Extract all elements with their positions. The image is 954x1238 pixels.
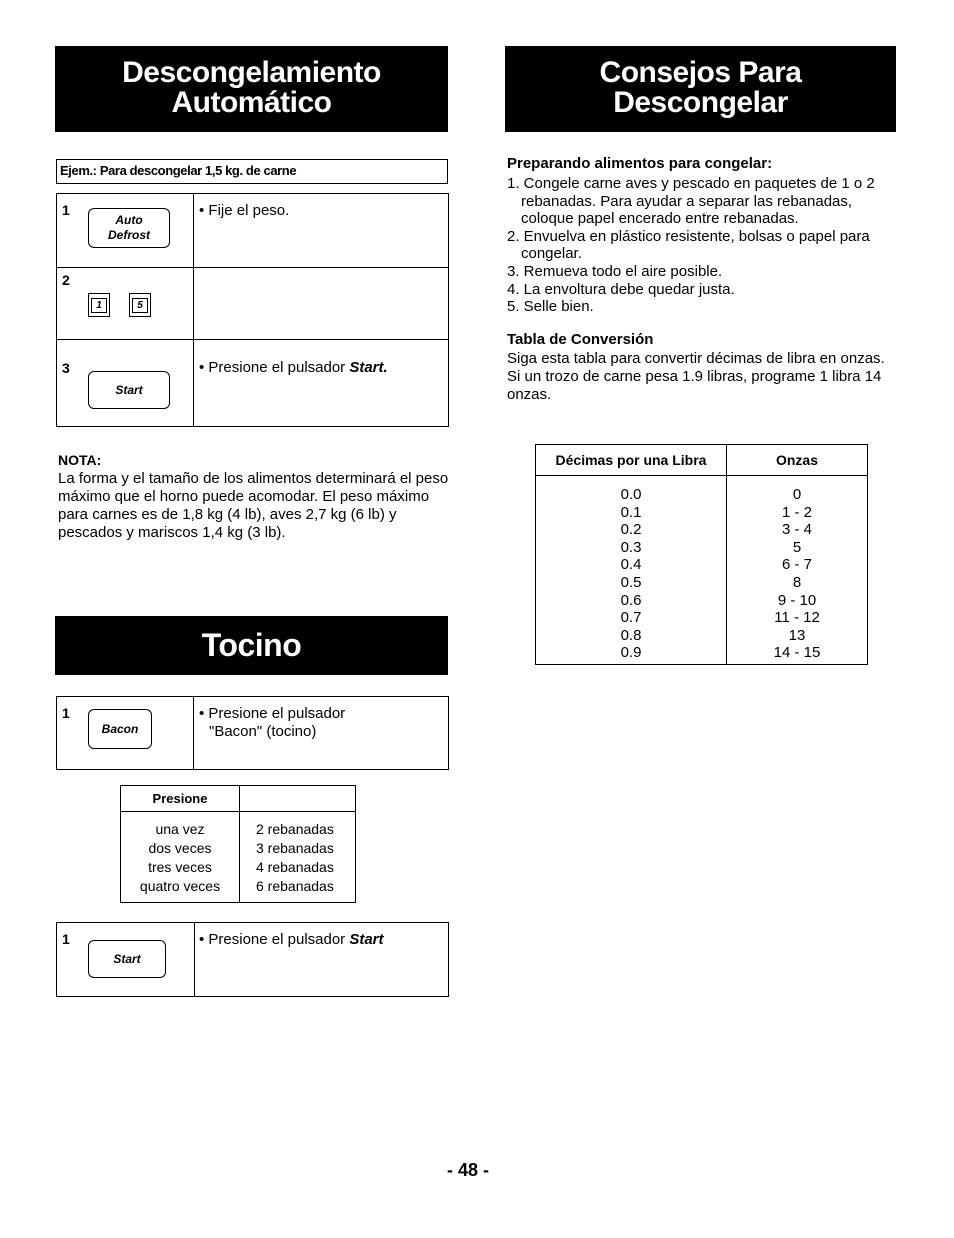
start-button[interactable] (88, 940, 166, 978)
table-header: Décimas por una Libra (536, 445, 727, 476)
defrost-tips-banner (505, 46, 896, 132)
key-label: 1 (91, 298, 107, 313)
defrost-steps-box (56, 193, 449, 427)
step-number: 1 (62, 931, 70, 947)
presses-cell: quatro veces (139, 878, 221, 894)
decimals-column (536, 476, 727, 665)
decimal-cell: 0.1 (620, 503, 642, 521)
ounce-cell: 11 - 12 (774, 609, 820, 627)
table-header (240, 786, 356, 812)
list-item: 2. Envuelva en plástico resistente, bolsas o papel para congelar. (507, 227, 870, 263)
banner-title-line2: Descongelar (613, 86, 788, 119)
presses-cell: dos veces (148, 840, 212, 856)
slices-cell: 2 rebanadas (256, 821, 334, 837)
number-key-1[interactable] (88, 293, 110, 317)
step-text-prefix: • Presione el pulsador (199, 931, 350, 948)
step-text-line2: "Bacon" (tocino) (209, 723, 317, 740)
list-item: 1. Congele carne aves y pescado en paquetes de 1 o 2 rebanadas. Para ayudar a separar las rebanadas, coloque papel encerado entre rebanadas. (507, 175, 875, 228)
prep-title: Preparando alimentos para congelar: (507, 155, 773, 172)
step-number: 3 (62, 360, 70, 376)
row-divider (57, 267, 448, 268)
auto-defrost-banner (55, 46, 448, 132)
banner-title-line1: Consejos Para (599, 56, 802, 89)
conversion-text: Siga esta tabla para convertir décimas de libra en onzas. Si un trozo de carne pesa 1.9 libras, programe 1 libra 14 onzas. (507, 350, 885, 403)
list-item: 4. La envoltura debe quedar justa. (507, 280, 735, 298)
table-header: Onzas (727, 445, 868, 476)
decimal-cell: 0.5 (620, 573, 642, 591)
ounce-cell: 14 - 15 (773, 644, 821, 662)
step-number: 1 (62, 202, 70, 218)
prep-list (507, 175, 897, 316)
bacon-slices-table (120, 785, 356, 903)
decimal-cell: 0.9 (620, 644, 642, 662)
decimal-cell: 0.0 (620, 486, 642, 503)
button-label: Start (113, 951, 141, 966)
example-label: Ejem.: Para descongelar 1,5 kg. de carne (60, 163, 297, 178)
step-text-prefix: • Presione el pulsador (199, 359, 350, 376)
ounce-cell: 5 (792, 538, 802, 556)
ounces-column (727, 476, 868, 665)
steps-divider (193, 194, 194, 426)
auto-defrost-button[interactable] (88, 208, 170, 248)
button-label: Bacon (101, 721, 139, 736)
banner-title: Tocino (201, 627, 302, 663)
bacon-banner (55, 616, 448, 675)
conversion-table (535, 444, 868, 665)
step-number: 1 (62, 705, 70, 721)
step-text: • Fije el peso. (199, 202, 290, 219)
decimal-cell: 0.6 (620, 591, 642, 609)
row-divider (57, 339, 448, 340)
table-header: Presione (121, 786, 240, 812)
number-key-5[interactable] (129, 293, 151, 317)
ounce-cell: 9 - 10 (777, 591, 817, 609)
steps-divider (193, 697, 194, 769)
step-text (199, 359, 388, 377)
list-item: 5. Selle bien. (507, 298, 594, 316)
bacon-start-step-box (56, 922, 449, 997)
slices-cell: 3 rebanadas (256, 840, 334, 856)
slices-column (240, 812, 356, 903)
step-text (199, 931, 384, 949)
presses-column (121, 812, 240, 903)
ounce-cell: 0 (792, 486, 802, 503)
page-number: - 48 - (447, 1160, 490, 1180)
ounce-cell: 13 (788, 626, 806, 644)
conversion-title: Tabla de Conversión (507, 331, 654, 348)
steps-divider (194, 923, 195, 996)
presses-cell: tres veces (148, 859, 212, 875)
step-text-line1: • Presione el pulsador (199, 705, 346, 722)
decimal-cell: 0.2 (620, 521, 642, 539)
button-label: Defrost (107, 228, 150, 242)
ounce-cell: 8 (792, 573, 802, 591)
start-button[interactable] (88, 371, 170, 409)
bacon-step-box (56, 696, 449, 770)
bacon-button[interactable] (88, 709, 152, 749)
decimal-cell: 0.8 (620, 626, 642, 644)
ounce-cell: 1 - 2 (781, 503, 812, 521)
button-label: Start (115, 382, 143, 397)
button-label: Auto (115, 213, 143, 227)
decimal-cell: 0.3 (620, 538, 642, 556)
ounce-cell: 6 - 7 (781, 556, 812, 574)
example-label-box (56, 159, 448, 184)
presses-cell: una vez (155, 821, 205, 837)
decimal-cell: 0.7 (620, 609, 642, 627)
banner-title-line2: Automático (171, 86, 332, 119)
slices-cell: 4 rebanadas (256, 859, 334, 875)
ounce-cell: 3 - 4 (781, 521, 812, 539)
key-label: 5 (132, 298, 148, 313)
nota-title: NOTA: (58, 452, 102, 468)
step-text-emphasis: Start. (349, 359, 388, 376)
step-number: 2 (62, 272, 70, 288)
slices-cell: 6 rebanadas (256, 878, 334, 894)
step-text (199, 705, 345, 741)
step-text-emphasis: Start (349, 931, 384, 948)
banner-title-line1: Descongelamiento (122, 56, 381, 89)
nota-text: La forma y el tamaño de los alimentos determinará el peso máximo que el horno puede acomodar. El peso máximo para carnes es de 1,8 kg (4 lb), aves 2,7 kg (6 lb) y pescados y mariscos 1,4 kg (3 lb). (58, 470, 449, 541)
decimal-cell: 0.4 (620, 556, 642, 574)
list-item: 3. Remueva todo el aire posible. (507, 262, 723, 280)
